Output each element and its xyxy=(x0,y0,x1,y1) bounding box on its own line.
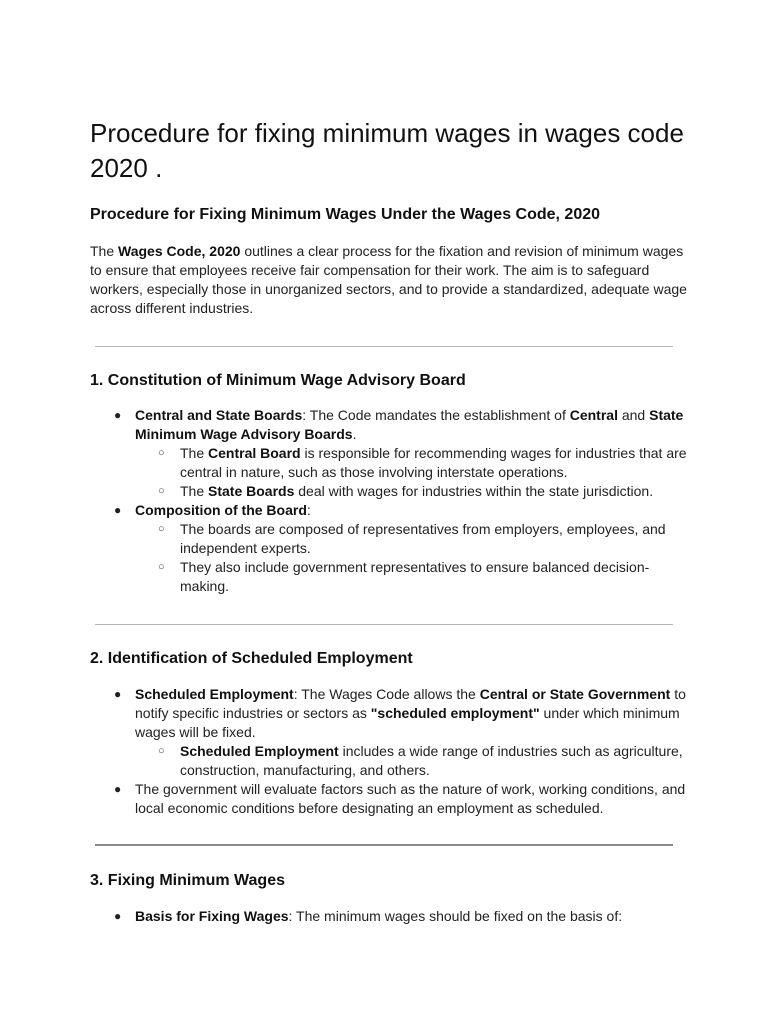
list-item xyxy=(90,685,690,742)
intro-text: outlines a clear process for the fixation and revision of minimum wages to ensure that employees receive fair compensation for their work. The aim is to safeguard workers, especially those in unorganized sectors, and to provide a standardized, adequate wage across different industries. xyxy=(90,243,687,316)
filled-bullet-icon: ● xyxy=(114,687,122,701)
sub-list-item xyxy=(90,558,690,596)
intro-paragraph xyxy=(90,242,690,318)
item-text: : The Code mandates the establishment of xyxy=(302,407,570,423)
document-title: Procedure for fixing minimum wages in wages code 2020 . xyxy=(90,118,684,183)
list-item xyxy=(90,501,690,520)
list-item xyxy=(90,780,690,818)
item-text: The boards are composed of representatives from employers, employees, and independent experts. xyxy=(180,521,666,556)
filled-bullet-icon: ● xyxy=(114,782,122,796)
item-text: . xyxy=(352,426,357,442)
hollow-bullet-icon: ○ xyxy=(158,485,165,497)
item-bold: Central and State Boards xyxy=(135,407,303,423)
divider xyxy=(95,624,673,625)
section-heading: 2. Identification of Scheduled Employment xyxy=(90,650,413,667)
list-item xyxy=(90,907,690,926)
item-text: The xyxy=(180,445,209,461)
filled-bullet-icon: ● xyxy=(114,503,122,517)
hollow-bullet-icon: ○ xyxy=(158,561,165,573)
item-text: to notify specific industries or sectors as xyxy=(135,686,686,721)
intro-bold: Wages Code, 2020 xyxy=(118,243,241,259)
list-item xyxy=(90,406,690,444)
item-text: : xyxy=(306,502,311,518)
item-text: is responsible for recommending wages for industries that are central in nature, such as those involving interstate operations. xyxy=(180,445,687,480)
filled-bullet-icon: ● xyxy=(114,408,122,422)
item-bold: State Minimum Wage Advisory Boards xyxy=(135,407,684,442)
sub-list-item xyxy=(90,742,690,780)
filled-bullet-icon: ● xyxy=(114,909,122,923)
item-text: deal with wages for industries within the state jurisdiction. xyxy=(294,483,654,499)
item-text: They also include government representatives to ensure balanced decision-making. xyxy=(180,559,650,594)
item-bold: Basis for Fixing Wages xyxy=(135,908,289,924)
item-text: The xyxy=(180,483,209,499)
item-bold: Composition of the Board xyxy=(135,502,307,518)
intro-text: The xyxy=(90,243,119,259)
sub-list-item xyxy=(90,520,690,558)
item-bold: State Boards xyxy=(208,483,295,499)
item-text: : The minimum wages should be fixed on the basis of: xyxy=(288,908,623,924)
hollow-bullet-icon: ○ xyxy=(158,523,165,535)
hollow-bullet-icon: ○ xyxy=(158,447,165,459)
item-text: The government will evaluate factors such as the nature of work, working conditions, and local economic conditions before designating an employment as scheduled. xyxy=(135,781,686,816)
item-text: and xyxy=(617,407,650,423)
item-text: includes a wide range of industries such as agriculture, construction, manufacturing, and others. xyxy=(180,743,683,778)
hollow-bullet-icon: ○ xyxy=(158,745,165,757)
sub-list-item xyxy=(90,482,690,501)
item-bold: Scheduled Employment xyxy=(180,743,339,759)
section-3-list xyxy=(90,907,690,926)
item-bold: Central or State Government xyxy=(479,686,671,702)
section-heading: 3. Fixing Minimum Wages xyxy=(90,872,285,889)
item-bold: "scheduled employment" xyxy=(370,705,540,721)
section-1-list xyxy=(90,406,690,596)
section-2-list xyxy=(90,685,690,818)
divider xyxy=(95,844,673,846)
item-text: under which minimum wages will be fixed. xyxy=(135,705,680,740)
item-bold: Central Board xyxy=(208,445,301,461)
section-heading: 1. Constitution of Minimum Wage Advisory Board xyxy=(90,372,466,389)
sub-list-item xyxy=(90,444,690,482)
divider xyxy=(95,346,673,347)
item-bold: Scheduled Employment xyxy=(135,686,294,702)
item-text: : The Wages Code allows the xyxy=(293,686,480,702)
document-subtitle: Procedure for Fixing Minimum Wages Under the Wages Code, 2020 xyxy=(90,206,601,223)
item-bold: Central xyxy=(569,407,618,423)
